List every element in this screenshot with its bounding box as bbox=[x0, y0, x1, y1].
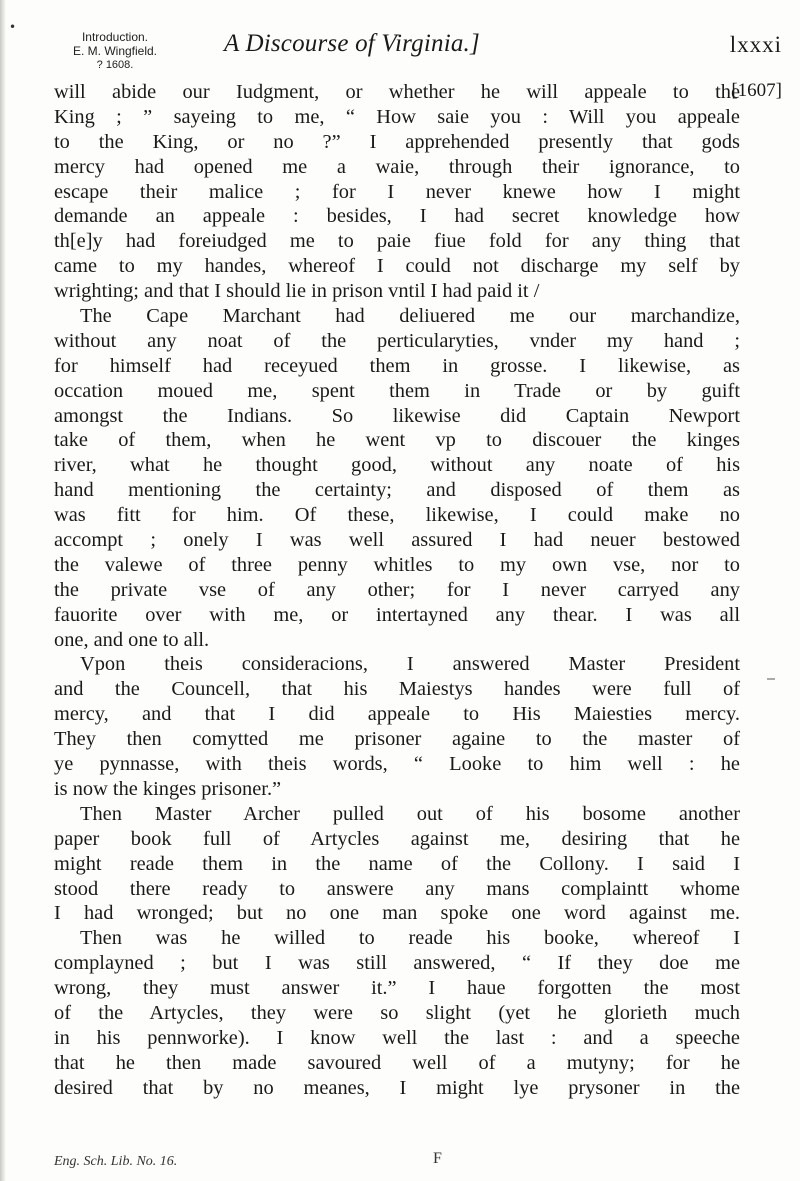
text-line: Vpon theis consideracions, I answered Master President bbox=[80, 653, 740, 676]
text-line: They then comytted me prisoner againe to the master of bbox=[54, 728, 740, 751]
page-speck bbox=[767, 678, 775, 680]
text-line: complayned ; but I was still answered, “ If they doe me bbox=[54, 952, 740, 975]
text-line: the private vse of any other; for I never carryed any bbox=[54, 578, 740, 601]
header-author: E. M. Wingfield. bbox=[72, 44, 158, 58]
signature-mark: F bbox=[433, 1150, 442, 1167]
text-line: is now the kinges prisoner.” bbox=[54, 777, 282, 800]
text-line: amongst the Indians. So likewise did Captain Newport bbox=[54, 404, 740, 427]
text-line: desired that by no meanes, I might lye prysoner in the bbox=[54, 1076, 740, 1099]
text-line: to the King, or no ?” I apprehended presently that gods bbox=[54, 130, 740, 153]
text-line: take of them, when he went vp to discouer the kinges bbox=[54, 429, 740, 452]
running-header bbox=[44, 28, 782, 71]
text-line: Then was he willed to reade his booke, whereof I bbox=[80, 927, 740, 950]
text-line: one, and one to all. bbox=[54, 628, 210, 651]
text-line: stood there ready to answere any mans complaintt whome bbox=[54, 877, 740, 900]
text-line: ye pynnasse, with theis words, “ Looke to him well : he bbox=[54, 753, 740, 776]
header-title: A Discourse of Virginia.] bbox=[224, 30, 480, 57]
text-line: the valewe of three penny whitles to my own vse, nor to bbox=[54, 553, 740, 576]
body-text bbox=[54, 80, 740, 1101]
text-line: might reade them in the name of the Collony. I said I bbox=[54, 852, 740, 875]
text-line: th[e]y had foreiudged me to paie fiue fold for any thing that bbox=[54, 230, 740, 253]
text-line: came to my handes, whereof I could not discharge my self by bbox=[54, 255, 740, 278]
text-line: hand mentioning the certainty; and disposed of them as bbox=[54, 479, 740, 502]
text-line: demande an appeale : besides, I had secret knowledge how bbox=[54, 205, 740, 228]
text-line: mercy had opened me a waie, through their ignorance, to bbox=[54, 155, 740, 178]
text-line: paper book full of Artycles against me, desiring that he bbox=[54, 827, 740, 850]
text-line: fauorite over with me, or intertayned any thear. I was all bbox=[54, 603, 740, 626]
text-line: in his pennworke). I know well the last : and a speeche bbox=[54, 1026, 740, 1049]
margin-year-note: [1607] bbox=[731, 80, 782, 101]
text-line: occation moued me, spent them in Trade or by guift bbox=[54, 379, 740, 402]
text-line: that he then made savoured well of a mutyny; for he bbox=[54, 1051, 740, 1074]
text-line: of the Artycles, they were so slight (yet he glorieth much bbox=[54, 1001, 740, 1024]
header-section: Introduction. bbox=[81, 30, 149, 44]
text-line: wrong, they must answer it.” I haue forgotten the most bbox=[54, 977, 740, 1000]
text-line: Then Master Archer pulled out of his bosome another bbox=[80, 802, 740, 825]
header-source bbox=[60, 30, 170, 72]
header-date: ? 1608. bbox=[96, 59, 134, 71]
text-line: will abide our Iudgment, or whether he will appeale to the bbox=[54, 81, 740, 103]
text-line: accompt ; onely I was well assured I had neuer bestowed bbox=[54, 529, 740, 552]
text-line: was fitt for him. Of these, likewise, I could make no bbox=[54, 504, 740, 527]
text-line: The Cape Marchant had deliuered me our marchandize, bbox=[80, 305, 740, 328]
page-edge-shadow bbox=[0, 0, 6, 1181]
text-line: I had wronged; but no one man spoke one word against me. bbox=[54, 902, 740, 925]
text-line: river, what he thought good, without any noate of his bbox=[54, 454, 740, 477]
page-number: lxxxi bbox=[729, 32, 782, 57]
text-line: escape their malice ; for I never knewe how I might bbox=[54, 180, 740, 203]
text-line: without any noat of the perticularyties, vnder my hand ; bbox=[54, 329, 740, 352]
text-line: mercy, and that I did appeale to His Maiesties mercy. bbox=[54, 703, 740, 726]
footer-series: Eng. Sch. Lib. No. 16. bbox=[54, 1154, 178, 1169]
text-line: King ; ” sayeing to me, “ How saie you : Will you appeale bbox=[54, 105, 740, 128]
text-line: wrighting; and that I should lie in prison vntil I had paid it / bbox=[54, 280, 540, 303]
ink-mark: • bbox=[9, 20, 17, 34]
text-line: and the Councell, that his Maiestys handes were full of bbox=[54, 678, 740, 701]
text-line: for himself had receyued them in grosse. I likewise, as bbox=[54, 354, 740, 377]
